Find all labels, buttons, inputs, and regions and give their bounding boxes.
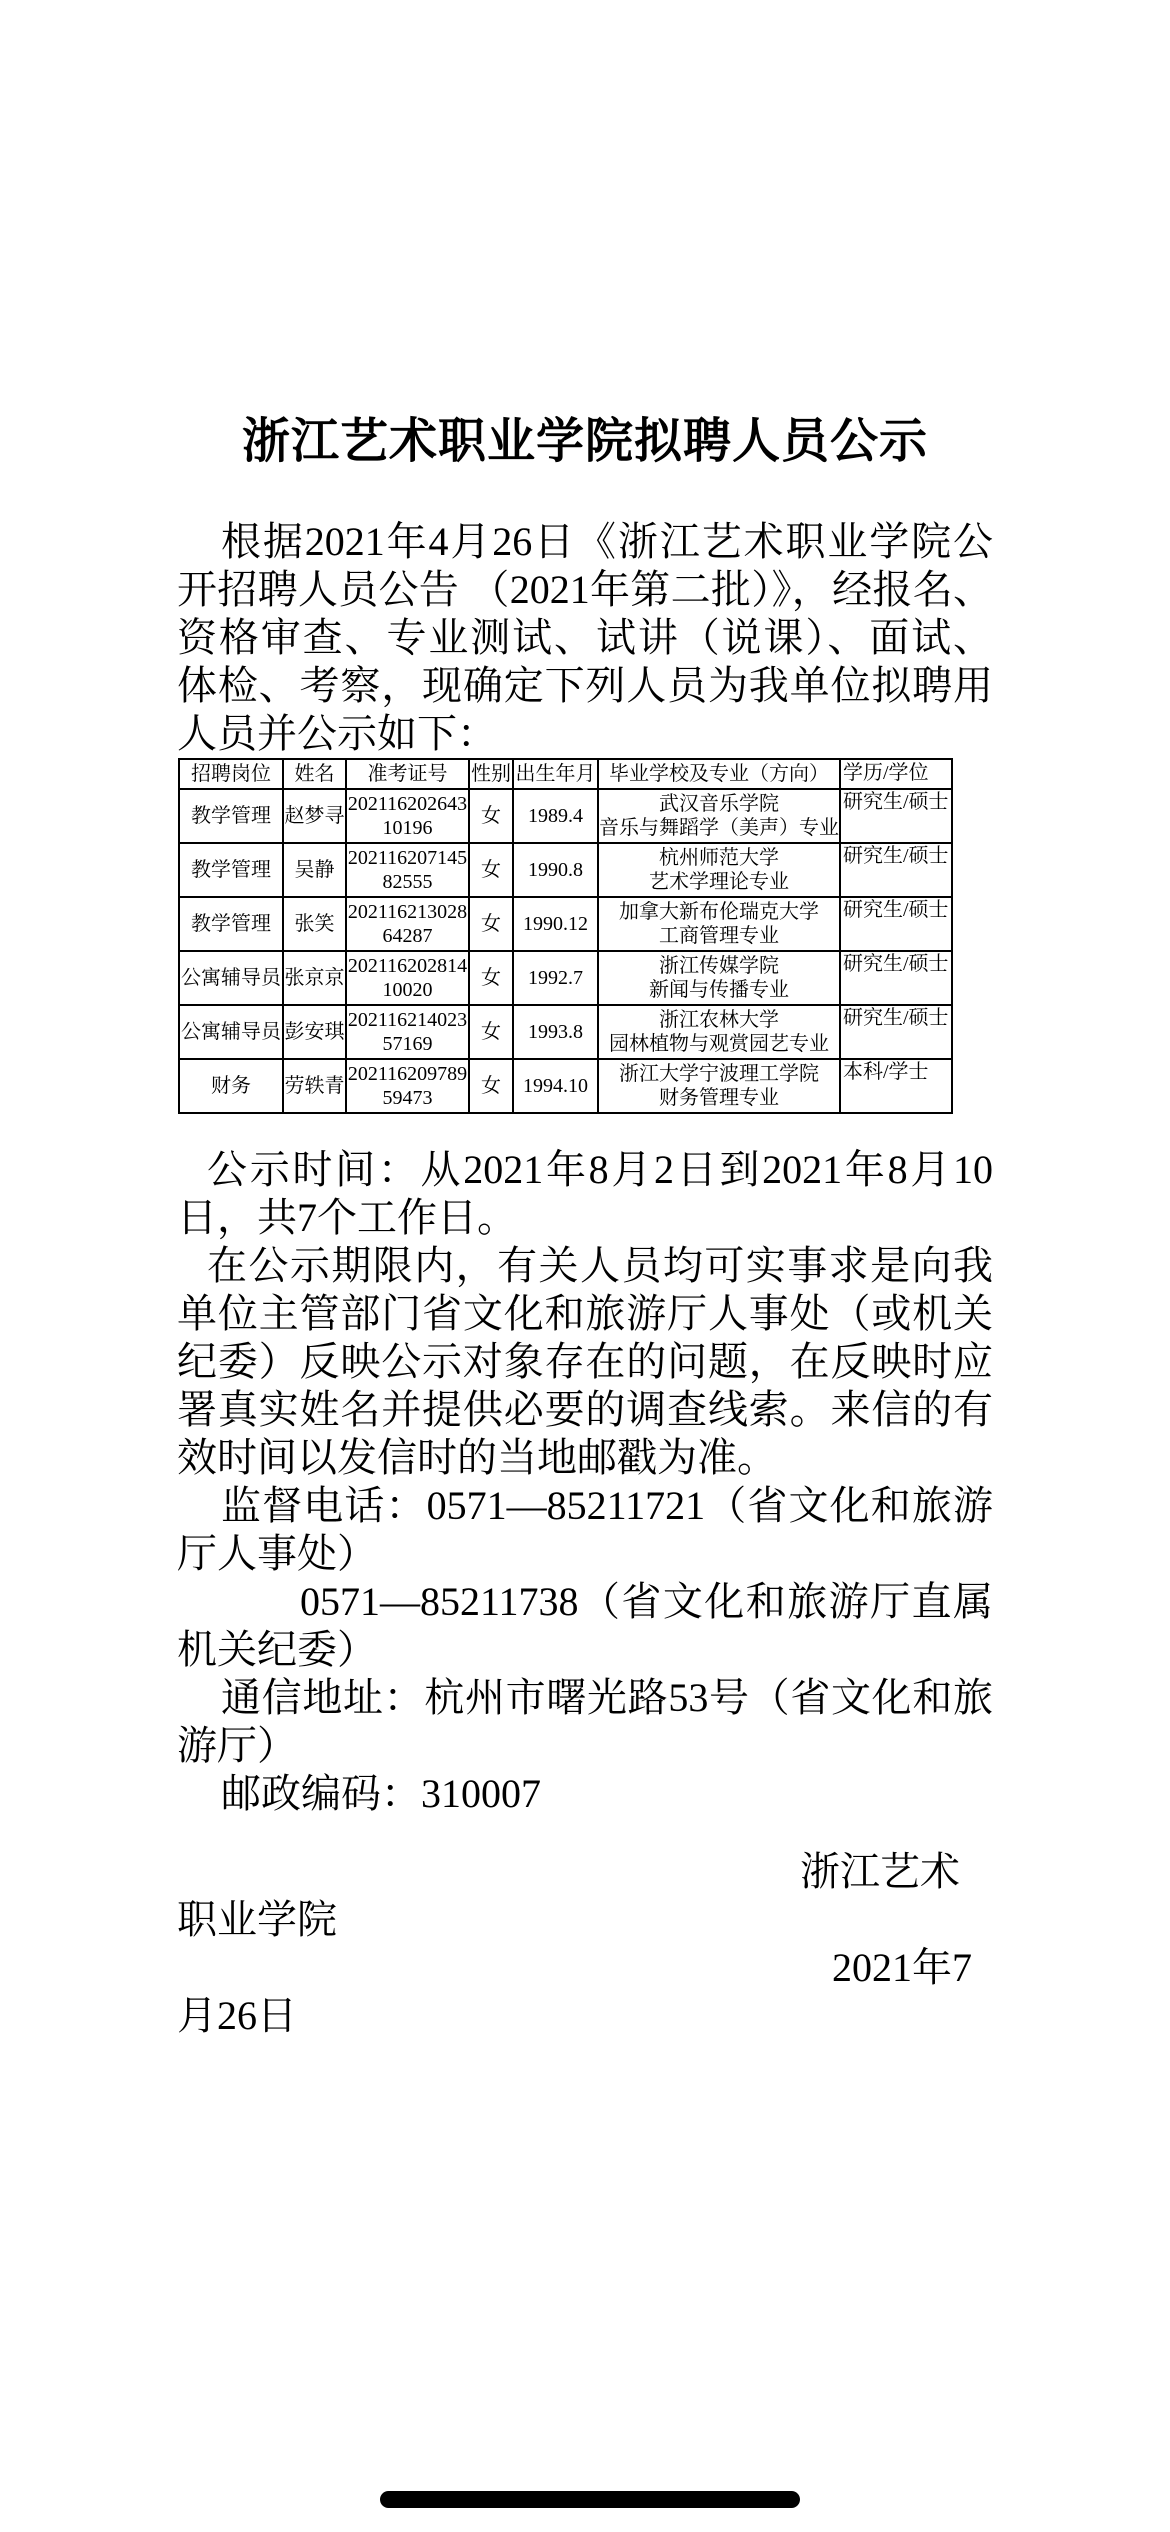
cell-position: 公寓辅导员 bbox=[179, 1005, 283, 1059]
school-name: 杭州师范大学 bbox=[659, 847, 779, 869]
cell-exam-no: 20211621402357169 bbox=[346, 1005, 469, 1059]
cell-name: 张京京 bbox=[283, 951, 346, 1005]
cell-gender: 女 bbox=[469, 789, 513, 843]
cell-gender: 女 bbox=[469, 897, 513, 951]
candidates-table bbox=[178, 758, 953, 1114]
signature-block bbox=[177, 1848, 993, 2040]
cell-name: 劳轶青 bbox=[283, 1059, 346, 1113]
table-row bbox=[179, 1005, 952, 1059]
major-name: 新闻与传播专业 bbox=[649, 979, 789, 1001]
supervision-phone-line-1: 监督电话：0571—85211721（省文化和旅游厅人事处） bbox=[177, 1483, 993, 1576]
major-name: 音乐与舞蹈学（美声）专业 bbox=[599, 817, 839, 839]
cell-position: 公寓辅导员 bbox=[179, 951, 283, 1005]
cell-birth: 1994.10 bbox=[513, 1059, 598, 1113]
school-name: 浙江传媒学院 bbox=[659, 955, 779, 977]
cell-gender: 女 bbox=[469, 1005, 513, 1059]
column-header: 学历/学位 bbox=[840, 759, 952, 789]
cell-birth: 1992.7 bbox=[513, 951, 598, 1005]
notice-section bbox=[177, 1146, 993, 1818]
cell-school-major bbox=[598, 843, 840, 897]
cell-position: 教学管理 bbox=[179, 789, 283, 843]
cell-school-major bbox=[598, 951, 840, 1005]
cell-gender: 女 bbox=[469, 951, 513, 1005]
column-header: 招聘岗位 bbox=[179, 759, 283, 789]
cell-birth: 1990.12 bbox=[513, 897, 598, 951]
cell-position: 教学管理 bbox=[179, 843, 283, 897]
cell-position: 教学管理 bbox=[179, 897, 283, 951]
cell-degree: 研究生/硕士 bbox=[840, 1005, 952, 1059]
signature-date-line-1: 2021年7 bbox=[832, 1945, 972, 1990]
supervision-phone-line-2: 0571—85211738（省文化和旅游厅直属机关纪委） bbox=[177, 1579, 993, 1672]
cell-degree: 研究生/硕士 bbox=[840, 843, 952, 897]
major-name: 艺术学理论专业 bbox=[649, 871, 789, 893]
cell-exam-no: 20211620714582555 bbox=[346, 843, 469, 897]
intro-paragraph: 根据2021年4月26日《浙江艺术职业学院公开招聘人员公告 （2021年第二批）》，经报名、资格审查、专业测试、试讲（说课）、面试、体检、考察，现确定下列人员为我单位拟聘用人员并公示如下： bbox=[177, 519, 993, 756]
cell-exam-no: 20211620978959473 bbox=[346, 1059, 469, 1113]
school-name: 武汉音乐学院 bbox=[659, 793, 779, 815]
table-header-row bbox=[179, 759, 952, 789]
cell-school-major bbox=[598, 1005, 840, 1059]
table-row bbox=[179, 789, 952, 843]
cell-exam-no: 20211620264310196 bbox=[346, 789, 469, 843]
cell-school-major bbox=[598, 897, 840, 951]
cell-name: 吴静 bbox=[283, 843, 346, 897]
signature-org-line-1: 浙江艺术 bbox=[800, 1849, 960, 1894]
table-row bbox=[179, 951, 952, 1005]
cell-position: 财务 bbox=[179, 1059, 283, 1113]
school-name: 浙江农林大学 bbox=[659, 1009, 779, 1031]
major-name: 园林植物与观赏园艺专业 bbox=[609, 1033, 829, 1055]
cell-exam-no: 20211620281410020 bbox=[346, 951, 469, 1005]
cell-degree: 研究生/硕士 bbox=[840, 789, 952, 843]
column-header: 毕业学校及专业（方向） bbox=[598, 759, 840, 789]
table-row bbox=[179, 843, 952, 897]
cell-birth: 1989.4 bbox=[513, 789, 598, 843]
column-header: 准考证号 bbox=[346, 759, 469, 789]
cell-exam-no: 20211621302864287 bbox=[346, 897, 469, 951]
cell-birth: 1993.8 bbox=[513, 1005, 598, 1059]
major-name: 工商管理专业 bbox=[659, 925, 779, 947]
cell-school-major bbox=[598, 1059, 840, 1113]
postal-code-text: 邮政编码：310007 bbox=[221, 1771, 541, 1816]
cell-school-major bbox=[598, 789, 840, 843]
home-indicator[interactable] bbox=[380, 2491, 800, 2508]
cell-degree: 本科/学士 bbox=[840, 1059, 952, 1113]
cell-gender: 女 bbox=[469, 1059, 513, 1113]
table-row bbox=[179, 1059, 952, 1113]
signature-date-line-2: 月26日 bbox=[177, 1993, 297, 2038]
cell-degree: 研究生/硕士 bbox=[840, 897, 952, 951]
school-name: 浙江大学宁波理工学院 bbox=[619, 1063, 819, 1085]
cell-birth: 1990.8 bbox=[513, 843, 598, 897]
cell-name: 赵梦寻 bbox=[283, 789, 346, 843]
page-title: 浙江艺术职业学院拟聘人员公示 bbox=[241, 415, 928, 468]
column-header: 性别 bbox=[469, 759, 513, 789]
signature-org-line-2: 职业学院 bbox=[177, 1897, 337, 1942]
cell-gender: 女 bbox=[469, 843, 513, 897]
publicity-period-text: 公示时间：从2021年8月2日到2021年8月10日，共7个工作日。 bbox=[177, 1147, 993, 1240]
table-row bbox=[179, 897, 952, 951]
cell-name: 彭安琪 bbox=[283, 1005, 346, 1059]
column-header: 出生年月 bbox=[513, 759, 598, 789]
major-name: 财务管理专业 bbox=[659, 1087, 779, 1109]
cell-name: 张笑 bbox=[283, 897, 346, 951]
cell-degree: 研究生/硕士 bbox=[840, 951, 952, 1005]
table-body bbox=[179, 789, 952, 1113]
mailing-address-text: 通信地址：杭州市曙光路53号（省文化和旅游厅） bbox=[177, 1675, 993, 1768]
school-name: 加拿大新布伦瑞克大学 bbox=[619, 901, 819, 923]
feedback-text: 在公示期限内，有关人员均可实事求是向我单位主管部门省文化和旅游厅人事处（或机关纪委）反映公示对象存在的问题，在反映时应署真实姓名并提供必要的调查线索。来信的有效时间以发信时的当地邮戳为准。 bbox=[177, 1243, 993, 1480]
column-header: 姓名 bbox=[283, 759, 346, 789]
